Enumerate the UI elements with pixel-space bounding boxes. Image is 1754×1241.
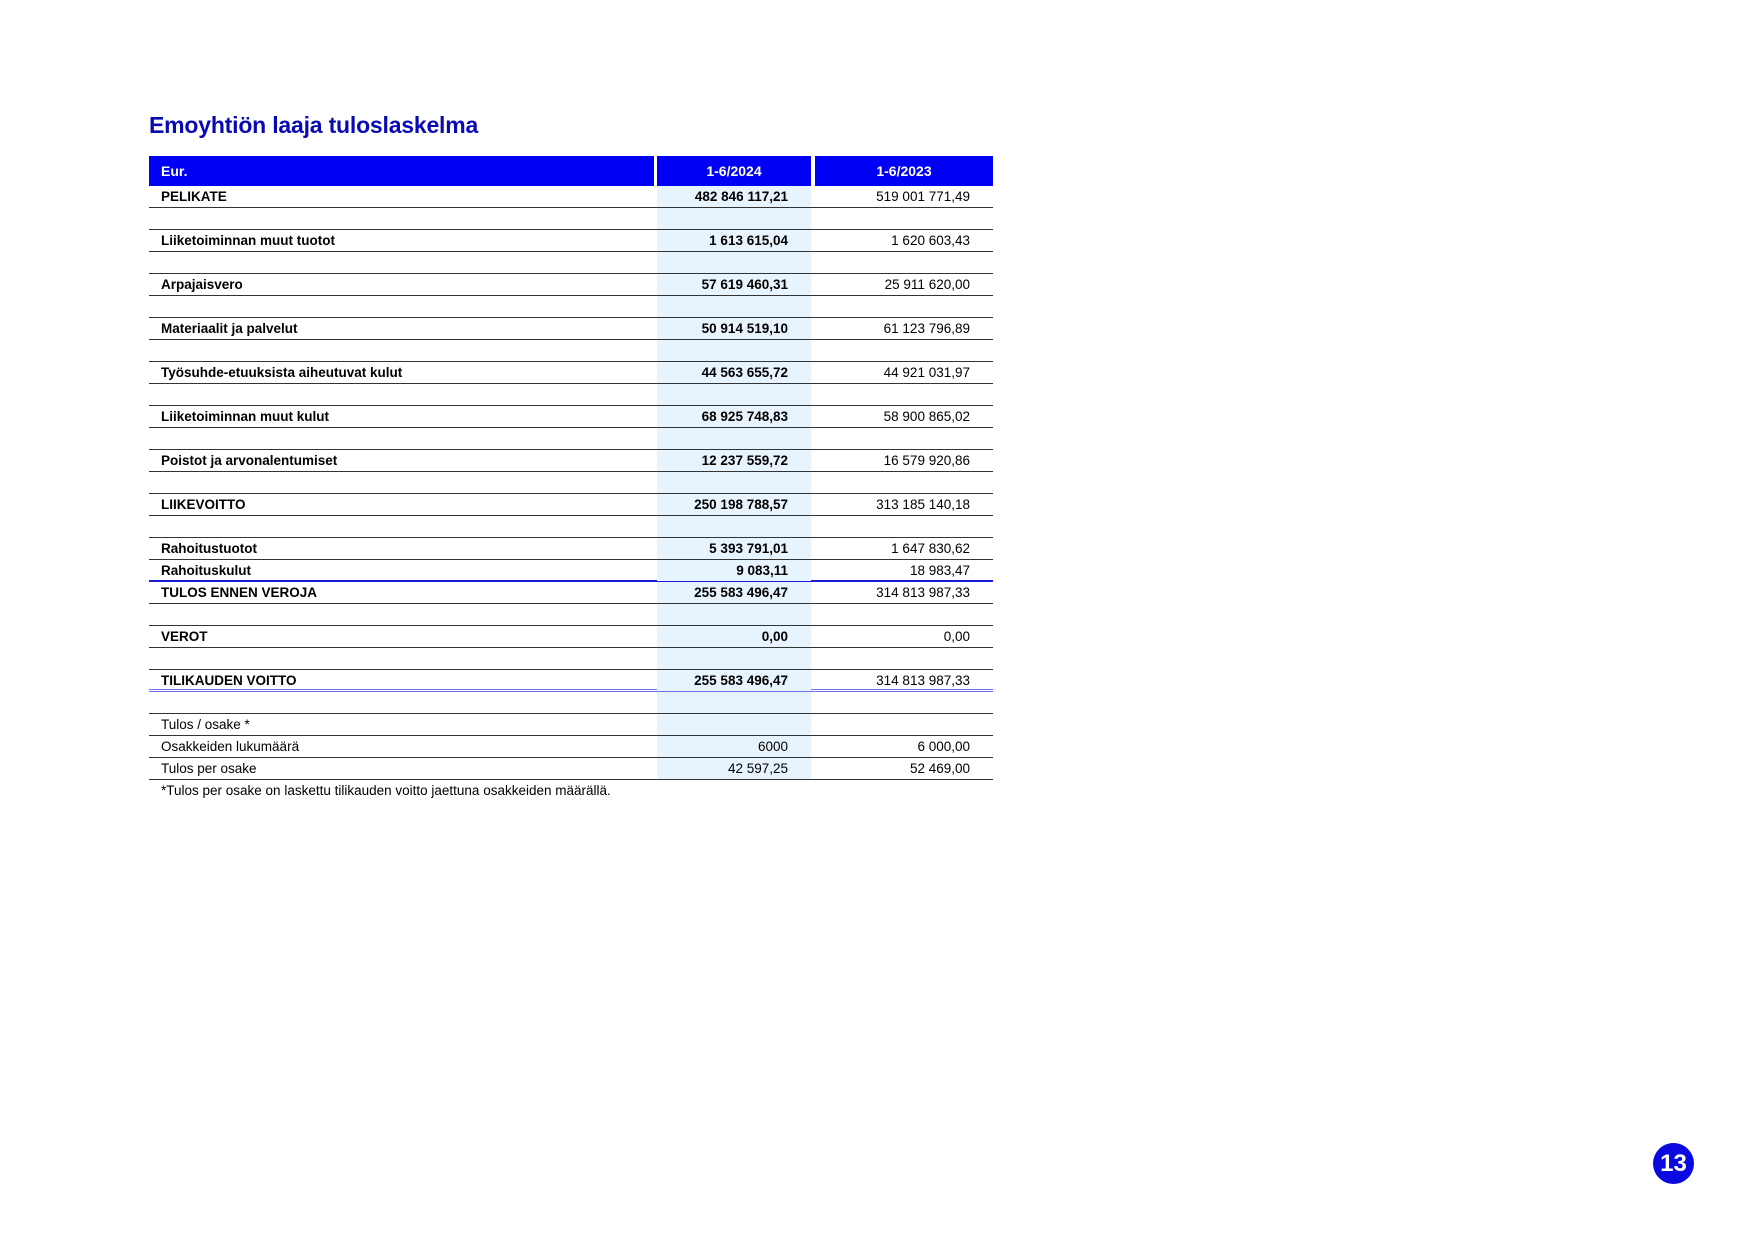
row-value-2024 <box>657 340 811 361</box>
row-label: Tulos per osake <box>161 761 257 776</box>
table-row <box>149 560 993 582</box>
row-value-2023: 16 579 920,86 <box>883 453 970 468</box>
row-value-2024 <box>657 472 811 493</box>
row-value-2024 <box>657 208 811 229</box>
row-value-2024: 0,00 <box>657 626 811 647</box>
row-label <box>161 252 651 273</box>
header-period-2024: 1-6/2024 <box>657 156 811 186</box>
row-label: TULOS ENNEN VEROJA <box>161 585 318 600</box>
table-row <box>149 296 993 318</box>
row-label <box>161 296 651 317</box>
row-value-2023 <box>815 604 993 625</box>
row-value-2024 <box>657 384 811 405</box>
row-label <box>161 692 651 713</box>
row-label: Rahoitustuotot <box>161 541 257 556</box>
table-row <box>149 252 993 274</box>
row-value-2024 <box>657 648 811 669</box>
row-label <box>161 648 651 669</box>
table-row <box>149 516 993 538</box>
row-value-2024: 255 583 496,47 <box>657 582 811 603</box>
row-label <box>161 604 651 625</box>
table-body <box>149 186 993 801</box>
row-value-2023 <box>815 714 993 735</box>
row-label: Materiaalit ja palvelut <box>161 321 298 336</box>
row-value-2023: 519 001 771,49 <box>876 189 970 204</box>
row-value-2024: 57 619 460,31 <box>657 274 811 295</box>
row-label <box>161 208 651 229</box>
row-value-2023: 52 469,00 <box>909 761 970 776</box>
table-row <box>149 648 993 670</box>
row-value-2024 <box>657 604 811 625</box>
table-row <box>149 736 993 758</box>
row-value-2024: 50 914 519,10 <box>657 318 811 339</box>
table-row <box>149 230 993 252</box>
row-value-2023: 58 900 865,02 <box>883 409 970 424</box>
row-label <box>161 384 651 405</box>
row-value-2023: 18 983,47 <box>909 563 970 578</box>
row-label: Liiketoiminnan muut tuotot <box>161 233 335 248</box>
table-row <box>149 450 993 472</box>
table-row <box>149 274 993 296</box>
row-value-2023: 314 813 987,33 <box>876 585 970 600</box>
row-label: Osakkeiden lukumäärä <box>161 739 300 754</box>
row-label: PELIKATE <box>161 189 227 204</box>
table-row <box>149 384 993 406</box>
table-row <box>149 428 993 450</box>
row-label <box>161 472 651 493</box>
table-row <box>149 406 993 428</box>
row-label: Arpajaisvero <box>161 277 243 292</box>
row-value-2023 <box>815 340 993 361</box>
row-value-2024 <box>657 714 811 735</box>
table-row <box>149 626 993 648</box>
row-value-2024 <box>657 252 811 273</box>
row-label <box>161 428 651 449</box>
row-value-2024 <box>657 428 811 449</box>
row-value-2023 <box>815 692 993 713</box>
header-currency: Eur. <box>149 156 654 186</box>
table-row <box>149 582 993 604</box>
row-value-2023 <box>815 252 993 273</box>
table-row <box>149 472 993 494</box>
footnote: *Tulos per osake on laskettu tilikauden voitto jaettuna osakkeiden määrällä. <box>161 783 611 798</box>
table-row <box>149 758 993 780</box>
row-label: LIIKEVOITTO <box>161 497 246 512</box>
row-value-2023: 61 123 796,89 <box>883 321 970 336</box>
row-value-2023: 44 921 031,97 <box>883 365 970 380</box>
row-value-2023: 313 185 140,18 <box>876 497 970 512</box>
row-value-2024: 12 237 559,72 <box>657 450 811 471</box>
footnote-row <box>149 780 993 801</box>
row-label: TILIKAUDEN VOITTO <box>161 673 297 688</box>
table-row <box>149 208 993 230</box>
row-label: Työsuhde-etuuksista aiheutuvat kulut <box>161 365 403 380</box>
row-label <box>161 340 651 361</box>
income-statement-table <box>149 156 993 801</box>
row-value-2024 <box>657 692 811 713</box>
row-value-2024: 44 563 655,72 <box>657 362 811 383</box>
row-value-2024: 9 083,11 <box>657 560 811 581</box>
row-label: Poistot ja arvonalentumiset <box>161 453 338 468</box>
row-value-2023: 6 000,00 <box>917 739 970 754</box>
row-value-2023: 314 813 987,33 <box>876 673 970 688</box>
row-label: Tulos / osake * <box>161 717 250 732</box>
row-value-2024: 250 198 788,57 <box>657 494 811 515</box>
table-row <box>149 714 993 736</box>
row-value-2024 <box>657 516 811 537</box>
row-value-2024: 42 597,25 <box>657 758 811 779</box>
header-period-2023: 1-6/2023 <box>815 156 993 186</box>
table-row <box>149 318 993 340</box>
page-title: Emoyhtiön laaja tuloslaskelma <box>149 112 479 138</box>
table-row <box>149 692 993 714</box>
row-value-2024: 482 846 117,21 <box>657 186 811 207</box>
table-row <box>149 362 993 384</box>
row-value-2023 <box>815 208 993 229</box>
row-value-2023: 0,00 <box>943 629 970 644</box>
row-value-2023: 1 620 603,43 <box>891 233 970 248</box>
table-row <box>149 494 993 516</box>
row-value-2024: 68 925 748,83 <box>657 406 811 427</box>
row-value-2023 <box>815 384 993 405</box>
table-row <box>149 186 993 208</box>
table-row <box>149 340 993 362</box>
row-value-2023 <box>815 428 993 449</box>
table-row <box>149 670 993 692</box>
row-value-2023 <box>815 516 993 537</box>
row-label: Rahoituskulut <box>161 563 251 578</box>
table-header <box>149 156 993 186</box>
row-value-2024: 1 613 615,04 <box>657 230 811 251</box>
row-value-2023: 25 911 620,00 <box>884 277 970 292</box>
row-value-2023 <box>815 472 993 493</box>
row-value-2024: 6000 <box>657 736 811 757</box>
row-value-2024 <box>657 296 811 317</box>
row-value-2024: 255 583 496,47 <box>657 670 811 691</box>
row-value-2023 <box>815 296 993 317</box>
row-value-2024: 5 393 791,01 <box>657 538 811 559</box>
page-number-badge: 13 <box>1653 1143 1694 1184</box>
row-label: Liiketoiminnan muut kulut <box>161 409 329 424</box>
row-value-2023 <box>815 648 993 669</box>
table-row <box>149 604 993 626</box>
row-label <box>161 516 651 537</box>
table-row <box>149 538 993 560</box>
row-label: VEROT <box>161 629 208 644</box>
row-value-2023: 1 647 830,62 <box>891 541 970 556</box>
